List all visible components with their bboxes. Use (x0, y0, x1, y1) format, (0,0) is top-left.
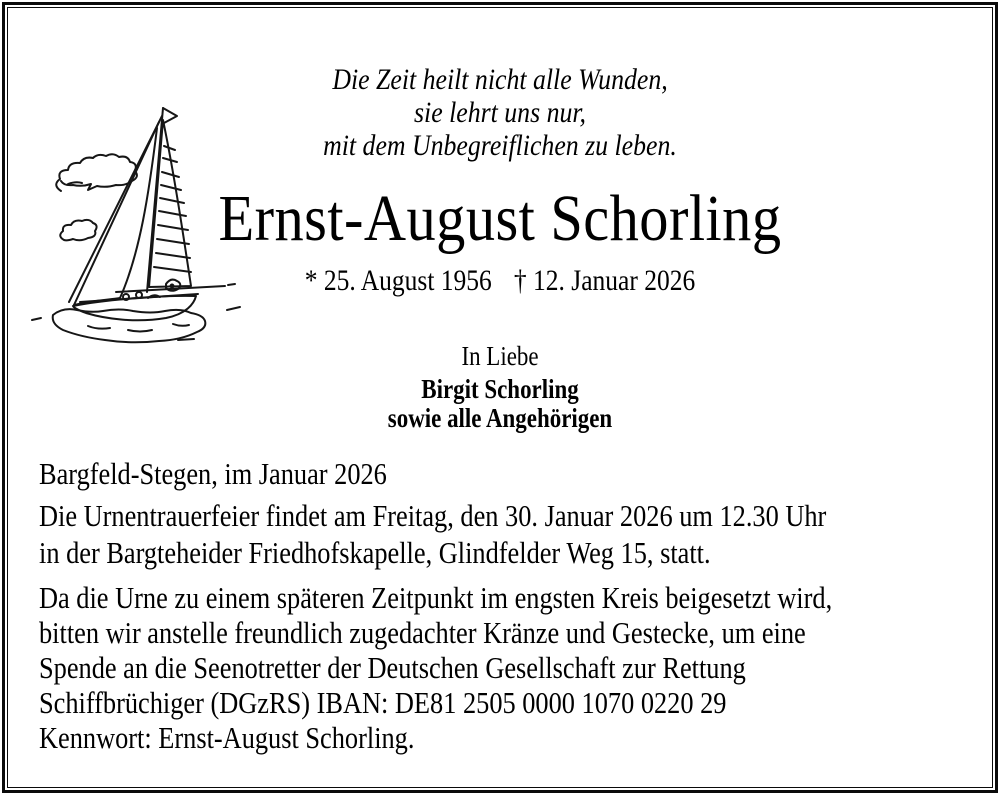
epigraph-line: mit dem Unbegreiflichen zu leben. (323, 129, 677, 162)
epigraph (70, 63, 930, 162)
mourner-relatives: sowie alle Angehörigen (387, 403, 613, 433)
service-info-line: in der Bargteheider Friedhofskapelle, Glindfelder Weg 15, statt. (39, 535, 711, 570)
service-info (39, 497, 826, 571)
deceased-name: Ernst-August Schorling (218, 182, 782, 255)
dateline: Bargfeld-Stegen, im Januar 2026 (39, 456, 387, 491)
closing-phrase: In Liebe (461, 341, 539, 371)
donation-info-line: bitten wir anstelle freundlich zugedachter Kränze und Gestecke, um eine (39, 615, 806, 650)
donation-info-line: Da die Urne zu einem späteren Zeitpunkt im engsten Kreis beigesetzt wird, (39, 580, 833, 615)
birth-date: * 25. August 1956 (304, 264, 492, 297)
life-dates (75, 264, 925, 298)
epigraph-line: Die Zeit heilt nicht alle Wunden, (332, 63, 668, 96)
mourner-name: Birgit Schorling (421, 374, 579, 404)
donation-info-line: Spende an die Seenotretter der Deutschen Gesellschaft zur Rettung (39, 650, 746, 685)
donation-info-line: Schiffbrüchiger (DGzRS) IBAN: DE81 2505 0000 1070 0220 29 (39, 685, 727, 720)
service-info-line: Die Urnentrauerfeier findet am Freitag, den 30. Januar 2026 um 12.30 Uhr (39, 498, 827, 533)
donation-info (39, 580, 832, 755)
water-waves-icon (32, 307, 240, 342)
donation-info-line: Kennwort: Ernst-August Schorling. (39, 720, 415, 755)
death-date: † 12. Januar 2026 (513, 264, 696, 297)
epigraph-line: sie lehrt uns nur, (413, 96, 586, 129)
